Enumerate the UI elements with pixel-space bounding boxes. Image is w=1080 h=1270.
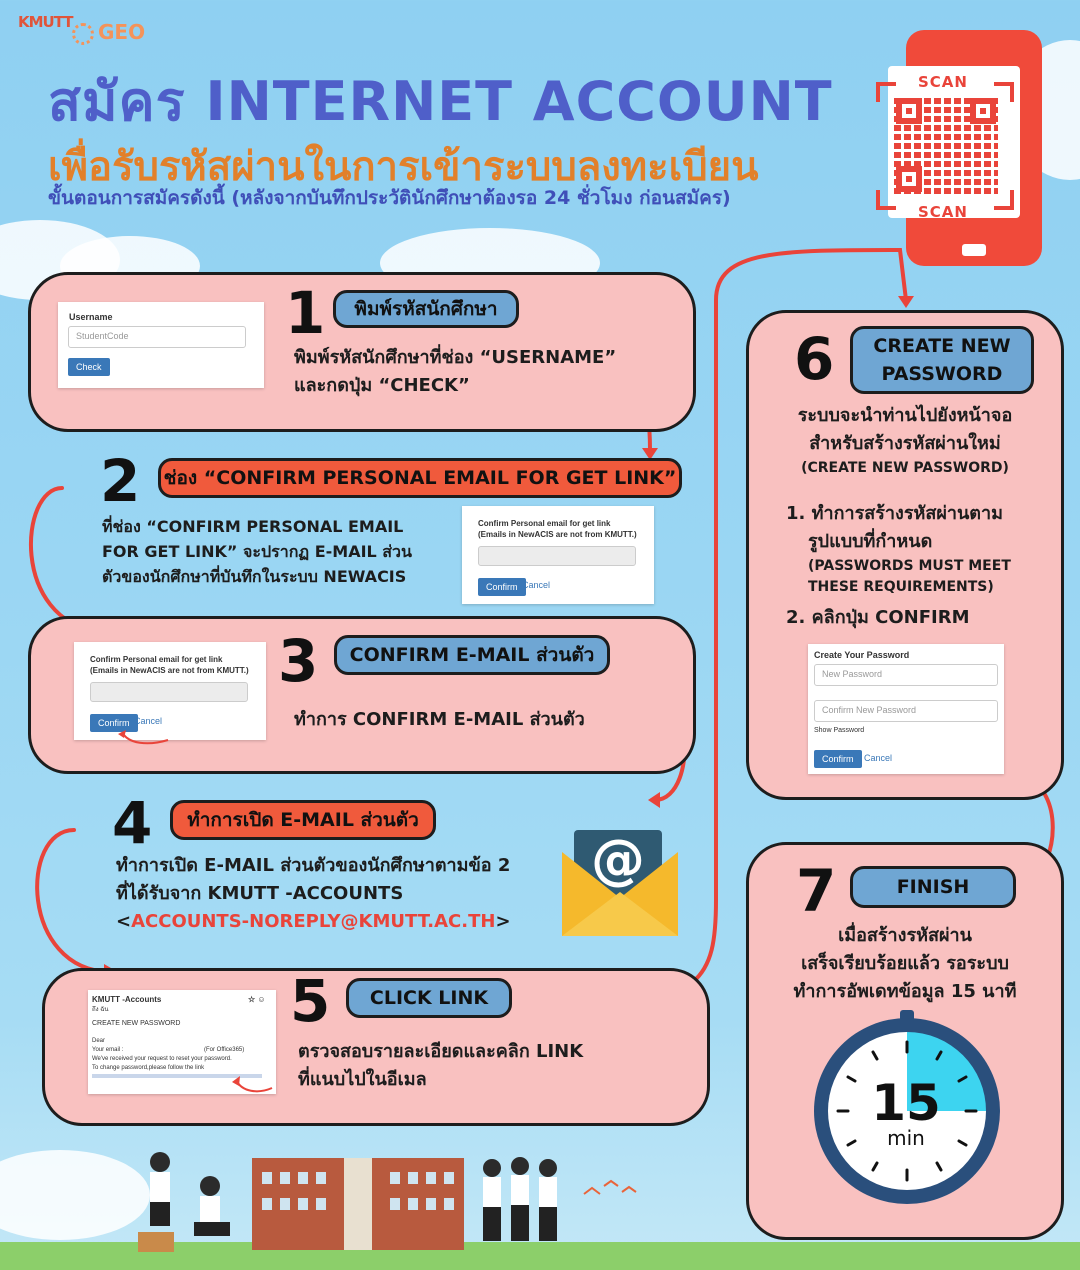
step-1-number: 1 [285, 279, 326, 347]
step-1-screenshot [58, 302, 264, 388]
step-4-title: ทำการเปิด E-MAIL ส่วนตัว [170, 800, 436, 840]
step-4-text-line2: ที่ได้รับจาก KMUTT -ACCOUNTS [116, 883, 404, 904]
step-6-item1-line2: รูปแบบที่กำหนด [808, 531, 933, 552]
confirm-email-label: Confirm Personal email for get link [90, 655, 223, 664]
page-instructions: ขั้นตอนการสมัครดังนี้ (หลังจากบันทึกประวัตินักศึกษาต้องรอ 24 ชั่วโมง ก่อนสมัคร) [48, 187, 731, 209]
step-6-item1-line4: THESE REQUIREMENTS) [808, 579, 994, 595]
confirm-email-note: (Emails in NewACIS are not from KMUTT.) [90, 666, 249, 675]
step-5-screenshot [88, 990, 276, 1094]
step-4-text-line1: ทำการเปิด E-MAIL ส่วนตัวของนักศึกษาตามข้อ 2 [116, 855, 511, 876]
step-2-text-line1: ที่ช่อง “CONFIRM PERSONAL EMAIL [102, 517, 404, 536]
step-4-email: <ACCOUNTS-NOREPLY@KMUTT.AC.TH> [116, 911, 511, 932]
scan-label-bottom: SCAN [918, 203, 968, 221]
email-body-line1: We've received your request to reset your password. [92, 1056, 232, 1062]
arrow-2-to-3 [31, 488, 100, 632]
timer-unit: min [887, 1126, 925, 1150]
step-6-number: 6 [794, 325, 835, 393]
new-password-input[interactable]: New Password [814, 664, 998, 686]
click-hint-arrow-icon [232, 1076, 276, 1098]
cancel-link[interactable]: Cancel [864, 753, 893, 763]
email-office-note: (For Office365) [204, 1047, 245, 1053]
students-illustration [472, 1156, 582, 1252]
email-subject: CREATE NEW PASSWORD [92, 1020, 181, 1027]
cancel-link[interactable]: Cancel [134, 716, 163, 726]
confirm-button[interactable]: Confirm [814, 750, 862, 768]
step-6-text-line2: สำหรับสร้างรหัสผ่านใหม่ [809, 433, 1001, 454]
username-label: Username [69, 312, 113, 322]
step-2-number: 2 [100, 447, 141, 515]
cancel-link[interactable]: Cancel [522, 580, 551, 590]
step-6-item1-line3: (PASSWORDS MUST MEET [808, 558, 1011, 574]
geo-logo: GEO [72, 20, 145, 45]
step-3-title: CONFIRM E-MAIL ส่วนตัว [334, 635, 610, 675]
step-1-text-line2: และกดปุ่ม “CHECK” [294, 375, 470, 396]
confirm-email-label: Confirm Personal email for get link [478, 519, 611, 528]
step-7-text-line3: ทำการอัพเดทข้อมูล 15 นาที [793, 981, 1017, 1002]
step-3-number: 3 [278, 627, 319, 695]
building-windows [252, 1158, 464, 1250]
confirm-password-input[interactable]: Confirm New Password [814, 700, 998, 722]
star-icon[interactable]: ☆ ☺ [248, 995, 266, 1004]
email-sender: KMUTT -Accounts [92, 995, 162, 1004]
email-recipient: ถึง ฉัน [92, 1007, 109, 1013]
confirm-button[interactable]: Confirm [478, 578, 526, 596]
birds-icon [580, 1176, 650, 1206]
step-7-number: 7 [796, 857, 837, 925]
sender-address: ACCOUNTS-NOREPLY@KMUTT.AC.TH [131, 911, 496, 932]
create-password-title: Create Your Password [814, 650, 910, 660]
student-code-input[interactable]: StudentCode [68, 326, 246, 348]
step-4-number: 4 [112, 789, 153, 857]
step-7-title: FINISH [850, 866, 1016, 908]
students-illustration [130, 1146, 250, 1256]
personal-email-field [478, 546, 636, 566]
arrow-4-to-5 [37, 830, 110, 972]
click-hint-arrow-icon [118, 730, 174, 750]
step-1-text-line1: พิมพ์รหัสนักศึกษาที่ช่อง “USERNAME” [294, 347, 617, 368]
step-7-text-line2: เสร็จเรียบร้อยแล้ว รอระบบ [801, 953, 1009, 974]
email-address-label: Your email : [92, 1047, 124, 1053]
step-2-text-line2: FOR GET LINK” จะปรากฏ E-MAIL ส่วน [102, 542, 412, 561]
show-password-toggle[interactable]: Show Password [814, 727, 865, 734]
step-2-screenshot [462, 506, 654, 604]
step-5-title: CLICK LINK [346, 978, 512, 1018]
step-6-item2: 2. คลิกปุ่ม CONFIRM [786, 607, 970, 628]
step-6-text-line1: ระบบจะนำท่านไปยังหน้าจอ [797, 405, 1013, 426]
timer-number: 15 [871, 1074, 941, 1132]
step-5-number: 5 [290, 967, 331, 1035]
envelope-icon [562, 852, 678, 936]
page-title: สมัคร INTERNET ACCOUNT [48, 70, 833, 133]
step-3-screenshot [74, 642, 266, 740]
step-2-text-line3: ตัวของนักศึกษาที่บันทึกในระบบ NEWACIS [102, 567, 407, 586]
email-greeting: Dear [92, 1038, 106, 1044]
step-3-text-line1: ทำการ CONFIRM E-MAIL ส่วนตัว [294, 709, 585, 730]
step-5-text-line2: ที่แนบไปในอีเมล [298, 1069, 427, 1090]
personal-email-field [90, 682, 248, 702]
step-6-item1-line1: 1. ทำการสร้างรหัสผ่านตาม [786, 503, 1003, 524]
step-6-screenshot [808, 644, 1004, 774]
step-5-text-line1: ตรวจสอบรายละเอียดและคลิก LINK [298, 1041, 584, 1062]
step-7-text-line1: เมื่อสร้างรหัสผ่าน [838, 925, 972, 946]
scan-label-top: SCAN [918, 73, 968, 91]
check-button[interactable]: Check [68, 358, 110, 376]
confirm-email-note: (Emails in NewACIS are not from KMUTT.) [478, 530, 637, 539]
email-body-line2: To change password,please follow the link [92, 1065, 205, 1071]
confirm-button[interactable]: Confirm [90, 714, 138, 732]
kmutt-logo: KMUTT [18, 13, 73, 31]
step-6-text-line3: (CREATE NEW PASSWORD) [801, 460, 1009, 476]
step-6-title: CREATE NEW PASSWORD [850, 326, 1034, 394]
step-2-title: ช่อง “CONFIRM PERSONAL EMAIL FOR GET LINK” [158, 458, 682, 498]
step-1-title: พิมพ์รหัสนักศึกษา [333, 290, 519, 328]
at-sign-icon: @ [591, 828, 645, 891]
page-subtitle: เพื่อรับรหัสผ่านในการเข้าระบบลงทะเบียน [48, 144, 759, 190]
